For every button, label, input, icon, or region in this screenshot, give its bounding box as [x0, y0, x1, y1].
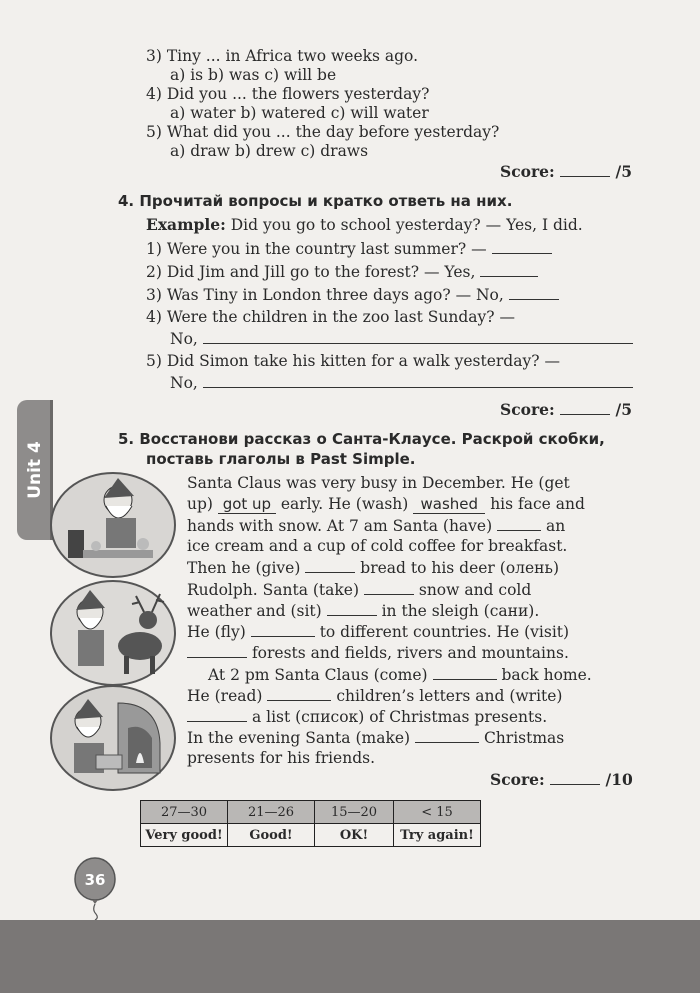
- ex4-title: 4. Прочитай вопросы и кратко ответь на них.: [118, 192, 513, 210]
- question-text: 2) Did Jim and Jill go to the forest? — Yes,: [146, 263, 476, 281]
- answer-blank[interactable]: [364, 580, 414, 595]
- example-label: Example:: [146, 215, 226, 234]
- score-max: /5: [615, 400, 632, 419]
- text: children’s letters and (write): [336, 687, 563, 705]
- ex5-line-11: [187, 686, 562, 705]
- ex5-line-2: [187, 495, 585, 514]
- answer-blank[interactable]: [203, 373, 633, 388]
- ex3-question-4: 4) Did you ... the flowers yesterday?: [146, 85, 430, 103]
- text: In the evening Santa (make): [187, 729, 411, 747]
- ex3-options-5: a) draw b) drew c) draws: [170, 142, 369, 160]
- answer-blank[interactable]: [203, 329, 633, 344]
- text: At 2 pm Santa Claus (come): [208, 666, 428, 684]
- ex4-question-4: 4) Were the children in the zoo last Sunday? —: [146, 308, 515, 326]
- ex4-question-2: [146, 262, 538, 281]
- score-label: Score:: [500, 400, 555, 419]
- score-max: /5: [615, 162, 632, 181]
- scan-bottom-band: [0, 920, 700, 993]
- grade-cell: Try again!: [394, 824, 481, 847]
- ex5-line-4: ice cream and a cup of cold coffee for breakfast.: [187, 537, 568, 555]
- ex5-line-10: [208, 665, 592, 684]
- unit-tab-label: Unit 4: [25, 441, 45, 499]
- answer-blank[interactable]: [480, 262, 538, 277]
- text: his face and: [490, 495, 585, 513]
- text: snow and cold: [418, 581, 532, 599]
- range-cell: 27—30: [141, 801, 228, 824]
- answer-blank[interactable]: [497, 516, 541, 531]
- question-text: 1) Were you in the country last summer? —: [146, 240, 487, 258]
- grade-cell: Good!: [228, 824, 315, 847]
- text: hands with snow. At 7 am Santa (have): [187, 517, 493, 535]
- answer-blank[interactable]: [327, 601, 377, 616]
- score-blank[interactable]: [550, 770, 600, 785]
- answer-blank[interactable]: [305, 558, 355, 573]
- text: forests and fields, rivers and mountains.: [251, 644, 569, 662]
- text: bread to his deer (олень): [360, 559, 559, 577]
- answer-blank[interactable]: [187, 643, 247, 658]
- answer-prefix: No,: [170, 330, 198, 348]
- ex3-question-5: 5) What did you ... the day before yesterday?: [146, 123, 500, 141]
- santa-deer-illustration: [48, 578, 178, 688]
- grade-cell: OK!: [315, 824, 394, 847]
- ex3-score: [500, 162, 632, 181]
- ex3-options-3: a) is b) was c) will be: [170, 66, 337, 84]
- ex5-line-8: [187, 622, 569, 641]
- ex5-score: [490, 770, 633, 789]
- score-label: Score:: [500, 162, 555, 181]
- answer-blank[interactable]: [509, 285, 559, 300]
- score-blank[interactable]: [560, 400, 610, 415]
- range-cell: < 15: [394, 801, 481, 824]
- range-cell: 21—26: [228, 801, 315, 824]
- text: weather and (sit): [187, 602, 322, 620]
- scoring-grades-row: [141, 824, 481, 847]
- handwritten-answer[interactable]: washed: [413, 495, 485, 514]
- ex5-title-line-2: поставь глаголы в Past Simple.: [146, 450, 416, 468]
- ex5-line-14: presents for his friends.: [187, 749, 376, 767]
- ex4-question-5: 5) Did Simon take his kitten for a walk yesterday? —: [146, 352, 560, 370]
- score-label: Score:: [490, 770, 545, 789]
- grade-cell: Very good!: [141, 824, 228, 847]
- ex5-line-13: [187, 728, 564, 747]
- answer-blank[interactable]: [267, 686, 331, 701]
- text: back home.: [501, 666, 592, 684]
- answer-prefix: No,: [170, 374, 198, 392]
- santa-breakfast-illustration: [48, 470, 178, 580]
- text: an: [546, 517, 566, 535]
- score-max: /10: [605, 770, 633, 789]
- ex4-score: [500, 400, 632, 419]
- answer-blank[interactable]: [251, 622, 315, 637]
- ex5-line-3: [187, 516, 565, 535]
- ex4-answer-4: [170, 329, 633, 348]
- range-cell: 15—20: [315, 801, 394, 824]
- ex4-question-3: [146, 285, 559, 304]
- text: Then he (give): [187, 559, 301, 577]
- ex3-options-4: a) water b) watered c) will water: [170, 104, 429, 122]
- ex5-line-9: [187, 643, 569, 662]
- answer-blank[interactable]: [492, 239, 552, 254]
- example-text: Did you go to school yesterday? — Yes, I did.: [230, 216, 583, 234]
- santa-letters-illustration: [48, 683, 178, 793]
- page-number: 36: [84, 871, 106, 889]
- ex5-line-12: [187, 707, 547, 726]
- answer-blank[interactable]: [433, 665, 497, 680]
- handwritten-answer[interactable]: got up: [218, 495, 276, 514]
- ex5-line-1: Santa Claus was very busy in December. He (get: [187, 474, 570, 492]
- question-text: 3) Was Tiny in London three days ago? — No,: [146, 286, 504, 304]
- text: He (fly): [187, 623, 246, 641]
- ex5-title-line-1: 5. Восстанови рассказ о Санта-Клаусе. Раскрой скобки,: [118, 430, 605, 448]
- answer-blank[interactable]: [187, 707, 247, 722]
- ex4-question-1: [146, 239, 552, 258]
- scoring-table: [140, 800, 481, 847]
- ex5-line-7: [187, 601, 539, 620]
- text: early. He (wash): [280, 495, 409, 513]
- scoring-ranges-row: [141, 801, 481, 824]
- answer-blank[interactable]: [415, 728, 479, 743]
- text: Rudolph. Santa (take): [187, 581, 359, 599]
- page-number-balloon: [70, 856, 120, 920]
- text: He (read): [187, 687, 263, 705]
- text: a list (список) of Christmas presents.: [251, 708, 548, 726]
- ex4-answer-5: [170, 373, 633, 392]
- ex4-example: [146, 215, 583, 234]
- text: in the sleigh (сани).: [381, 602, 540, 620]
- ex5-line-5: [187, 558, 559, 577]
- text: to different countries. He (visit): [319, 623, 570, 641]
- score-blank[interactable]: [560, 162, 610, 177]
- text: up): [187, 495, 213, 513]
- ex3-question-3: 3) Tiny ... in Africa two weeks ago.: [146, 47, 419, 65]
- text: Christmas: [483, 729, 565, 747]
- ex5-line-6: [187, 580, 531, 599]
